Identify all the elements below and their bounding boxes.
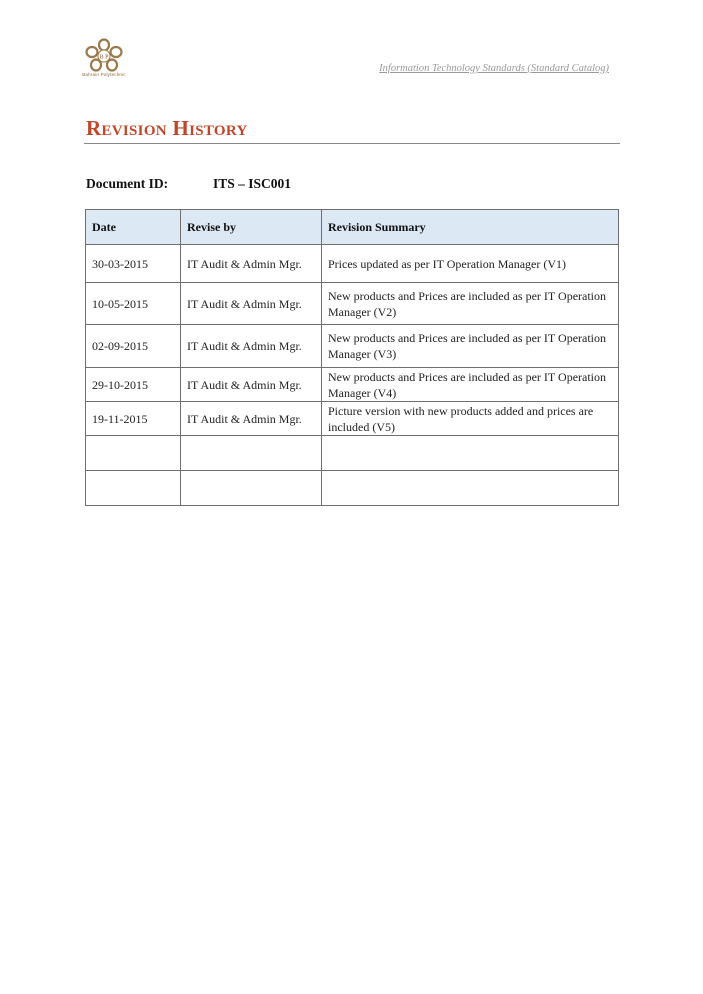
date-cell: 10-05-2015 (86, 283, 181, 325)
revise-by-cell: IT Audit & Admin Mgr. (181, 402, 322, 436)
table-row (86, 325, 619, 368)
revise-by-cell: IT Audit & Admin Mgr. (181, 325, 322, 368)
revise-by-cell (181, 471, 322, 506)
page-title: Revision History (86, 116, 248, 140)
summary-cell: Picture version with new products added and prices are included (V5) (322, 402, 619, 436)
table-row (86, 471, 619, 506)
summary-cell (322, 471, 619, 506)
date-cell (86, 436, 181, 471)
table-row (86, 245, 619, 283)
document-header-title: Information Technology Standards (Standard Catalog) (379, 63, 609, 74)
column-header-revise-by: Revise by (181, 210, 322, 245)
summary-cell (322, 436, 619, 471)
date-cell: 29-10-2015 (86, 368, 181, 402)
date-cell: 30-03-2015 (86, 245, 181, 283)
logo-text: Bahrain Polytechnic (82, 72, 126, 77)
table-row (86, 368, 619, 402)
summary-cell: Prices updated as per IT Operation Manager (V1) (322, 245, 619, 283)
revise-by-cell: IT Audit & Admin Mgr. (181, 245, 322, 283)
table-row (86, 283, 619, 325)
date-cell: 19-11-2015 (86, 402, 181, 436)
summary-cell: New products and Prices are included as per IT Operation Manager (V3) (322, 325, 619, 368)
document-id-label: Document ID: (86, 176, 169, 191)
column-header-revision-summary: Revision Summary (322, 210, 619, 245)
table-row (86, 402, 619, 436)
date-cell (86, 471, 181, 506)
revise-by-cell: IT Audit & Admin Mgr. (181, 283, 322, 325)
revise-by-cell (181, 436, 322, 471)
table-row (86, 436, 619, 471)
table-header-row (86, 210, 619, 245)
summary-cell: New products and Prices are included as per IT Operation Manager (V2) (322, 283, 619, 325)
flower-logo-icon (82, 38, 126, 74)
svg-text:B P: B P (99, 54, 109, 61)
revision-history-table (85, 209, 619, 506)
date-cell: 02-09-2015 (86, 325, 181, 368)
revise-by-cell: IT Audit & Admin Mgr. (181, 368, 322, 402)
document-id-value: ITS – ISC001 (213, 176, 292, 191)
title-divider (84, 143, 620, 144)
summary-cell: New products and Prices are included as per IT Operation Manager (V4) (322, 368, 619, 402)
column-header-date: Date (86, 210, 181, 245)
